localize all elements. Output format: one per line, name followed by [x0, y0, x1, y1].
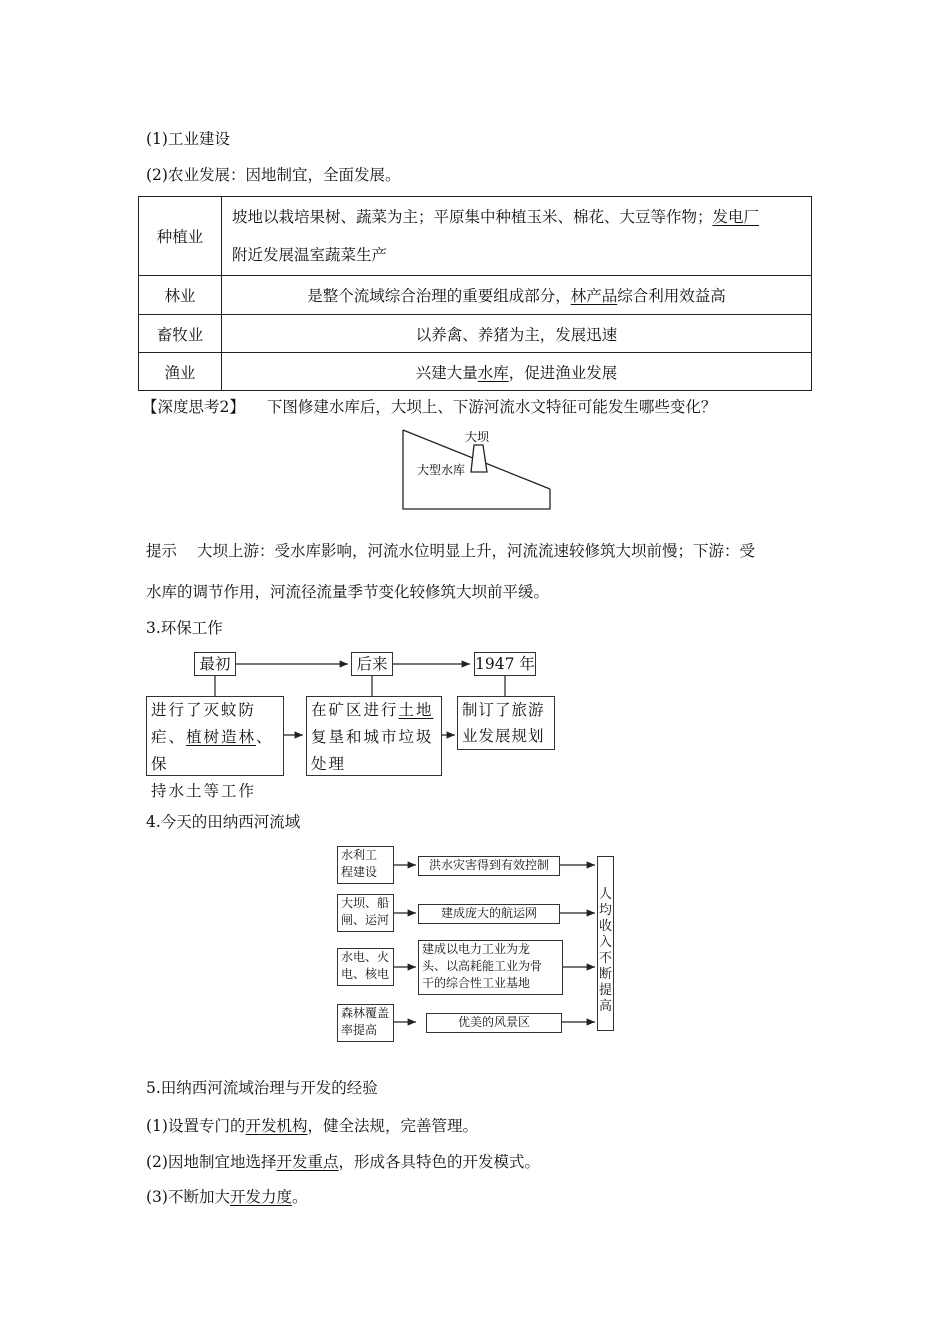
deep-thinking-question: 下图修建水库后，大坝上、下游河流水文特征可能发生哪些变化？ [266, 398, 717, 416]
result-scenic: 优美的风景区 [426, 1013, 562, 1033]
exp-item-1: (1)设置专门的开发机构，健全法规，完善管理。 [146, 1117, 478, 1135]
deep-thinking-tag: 【深度思考2】 [142, 398, 245, 416]
row-desc: 是整个流域综合治理的重要组成部分，林产品综合利用效益高 [222, 276, 812, 315]
table-row [139, 353, 812, 391]
result-income: 人 均 收 入 不 断 提 高 [597, 856, 614, 1031]
table-row [139, 315, 812, 353]
reservoir-label: 大型水库 [417, 463, 466, 477]
item-agriculture: (2)农业发展：因地制宜，全面发展。 [146, 166, 401, 184]
dam-label: 大坝 [465, 430, 490, 444]
factor-forest: 森林覆盖 率提高 [337, 1004, 394, 1042]
factor-dams-canals: 大坝、船 闸、运河 [337, 894, 394, 932]
row-key: 林业 [139, 276, 222, 315]
item-industry: (1)工业建设 [146, 130, 230, 148]
row-desc: 坡地以栽培果树、蔬菜为主；平原集中种植玉米、棉花、大豆等作物；发电厂 附近发展温室蔬菜生产 [222, 197, 812, 276]
stage-later: 后来 [351, 652, 393, 676]
box-initial-work: 进行了灭蚊防 疟、植树造林、保 持水土等工作 [146, 696, 284, 776]
section4-title: 4.今天的田纳西河流域 [146, 813, 301, 831]
row-key: 畜牧业 [139, 315, 222, 353]
agriculture-table [138, 196, 812, 391]
result-shipping: 建成庞大的航运网 [418, 904, 560, 924]
factor-power: 水电、火 电、核电 [337, 948, 394, 986]
hint-line-1: 提示 大坝上游：受水库影响，河流水位明显上升，河流流速较修筑大坝前慢；下游：受 [146, 542, 756, 560]
hint-line-2: 水库的调节作用，河流径流量季节变化较修筑大坝前平缓。 [146, 583, 550, 601]
dam-shape [471, 445, 487, 472]
stage-1947: 1947 年 [474, 652, 536, 676]
table-row [139, 197, 812, 276]
stage-initial: 最初 [194, 652, 236, 676]
row-key: 种植业 [139, 197, 222, 276]
exp-item-3: (3)不断加大开发力度。 [146, 1188, 308, 1206]
dam-figure [395, 425, 560, 515]
hint-label: 提示 [146, 542, 178, 560]
exp-item-2: (2)因地制宜地选择开发重点，形成各具特色的开发模式。 [146, 1153, 540, 1171]
deep-thinking [142, 395, 716, 417]
row-desc: 以养禽、养猪为主，发展迅速 [222, 315, 812, 353]
row-key: 渔业 [139, 353, 222, 391]
factor-water-works: 水利工 程建设 [337, 846, 394, 884]
result-flood-control: 洪水灾害得到有效控制 [418, 856, 560, 876]
section5-title: 5.田纳西河流域治理与开发的经验 [146, 1079, 378, 1097]
table-row [139, 276, 812, 315]
result-industry-base: 建成以电力工业为龙 头、以高耗能工业为骨 干的综合性工业基地 [418, 940, 563, 995]
box-later-work: 在矿区进行土地 复垦和城市垃圾 处理 [306, 696, 442, 776]
box-1947-work: 制订了旅游 业发展规划 [457, 696, 555, 750]
row-desc: 兴建大量水库，促进渔业发展 [222, 353, 812, 391]
section3-title: 3.环保工作 [146, 619, 223, 637]
